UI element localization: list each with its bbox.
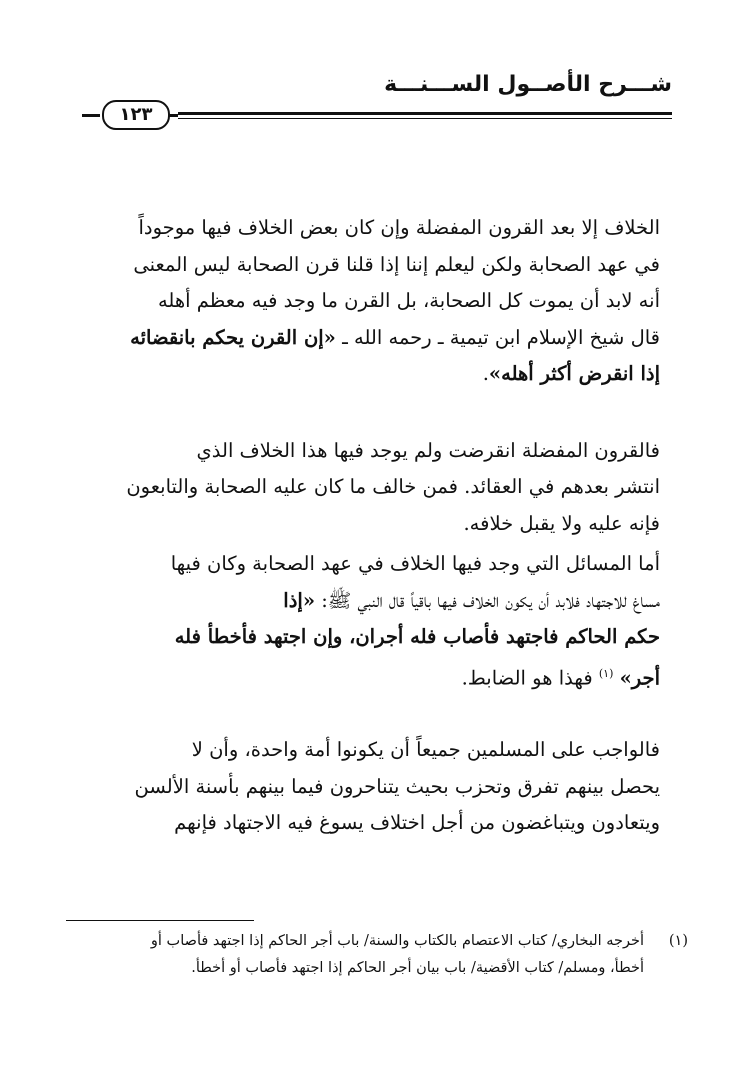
header-rule-thin <box>178 118 672 119</box>
text-line <box>114 320 660 357</box>
paragraph-1 <box>114 210 660 393</box>
footnote-separator <box>66 920 254 921</box>
page-number: ١٢٣ <box>102 100 170 130</box>
text-line <box>114 356 660 393</box>
text-line <box>114 656 660 693</box>
page-number-dash-left <box>82 114 100 117</box>
text-run: . <box>482 362 489 385</box>
text-line: يحصل بينهم تفرق وتحزب بحيث يتناحرون فيما بينهم بأسنة الألسن <box>134 774 660 798</box>
footnote-line <box>68 928 688 955</box>
quote-text: إذا انقرض أكثر أهله» <box>488 362 660 385</box>
paragraph-gap <box>114 393 660 433</box>
page-number-dash-right <box>168 114 178 117</box>
text-line: فإنه عليه ولا يقبل خلافه. <box>463 511 660 535</box>
running-title: شـــرح الأصــول الســـنـــة <box>384 72 672 97</box>
text-run: قال شيخ الإسلام ابن تيمية ـ رحمه الله ـ <box>335 325 660 349</box>
header-rule-thick <box>178 112 672 115</box>
text-line: فالواجب على المسلمين جميعاً أن يكونوا أمة واحدة، وأن لا <box>191 738 660 761</box>
text-run: فهذا هو الضابط. <box>461 666 599 689</box>
text-line: فالقرون المفضلة انقرضت ولم يوجد فيها هذا الخلاف الذي <box>196 438 660 462</box>
text-line <box>114 583 660 620</box>
body-text <box>114 210 660 842</box>
text-line: الخلاف إلا بعد القرون المفضلة وإن كان بعض الخلاف فيها موجوداً <box>138 216 660 239</box>
page-number-box <box>82 100 178 130</box>
paragraph-2 <box>114 433 660 543</box>
paragraph-gap <box>114 692 660 732</box>
hadith-text: «إذا <box>283 588 316 612</box>
paragraph-3 <box>114 546 660 692</box>
footnote-line <box>68 955 688 982</box>
footnote-text: أخطأ، ومسلم/ كتاب الأقضية/ باب بيان أجر الحاكم إذا اجتهد فأصاب أو أخطأ. <box>191 960 644 976</box>
text-run: مساغ للاجتهاد فلابد أن يكون الخلاف فيها باقياً قال النبي ﷺ: <box>315 588 660 612</box>
text-line: أنه لابد أن يموت كل الصحابة، بل القرن ما وجد فيه معظم أهله <box>157 289 660 312</box>
text-line: أما المسائل التي وجد فيها الخلاف في عهد الصحابة وكان فيها <box>170 552 660 575</box>
text-line: انتشر بعدهم في العقائد. فمن خالف ما كان عليه الصحابة والتابعون <box>126 475 660 498</box>
page-header <box>82 72 672 132</box>
quote-text: «إن القرن يحكم بانقضائه <box>130 325 336 349</box>
footnote-marker: (١) <box>668 933 688 949</box>
footnote-text: أخرجه البخاري/ كتاب الاعتصام بالكتاب والسنة/ باب أجر الحاكم إذا اجتهد فأصاب أو <box>150 933 644 949</box>
hadith-text: أجر» <box>619 666 660 689</box>
text-line: ويتعادون ويتباغضون من أجل اختلاف يسوغ فيه الاجتهاد فإنهم <box>174 811 660 834</box>
footnotes <box>68 928 688 982</box>
hadith-line: حكم الحاكم فاجتهد فأصاب فله أجران، وإن اجتهد فأخطأ فله <box>174 625 660 648</box>
footnote-reference[interactable]: (١) <box>598 666 614 680</box>
text-line: في عهد الصحابة ولكن ليعلم إننا إذا قلنا قرن الصحابة ليس المعنى <box>133 252 660 276</box>
paragraph-4 <box>114 732 660 842</box>
